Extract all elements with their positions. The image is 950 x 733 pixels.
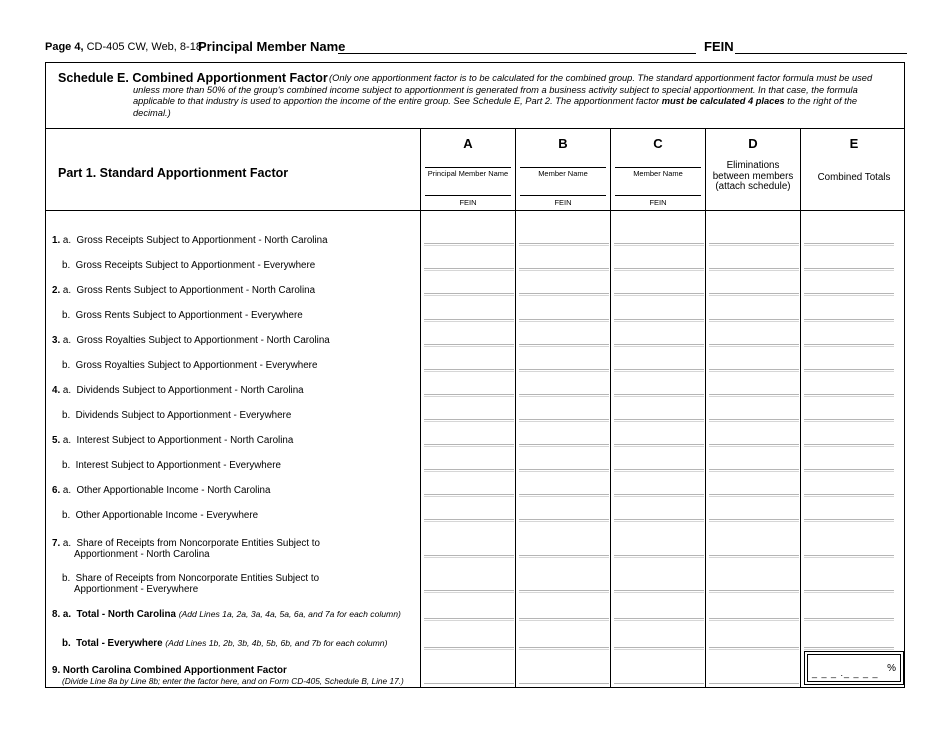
column-e-header: E	[849, 136, 859, 151]
entry-underline	[614, 295, 704, 297]
schedule-note: (Only one apportionment factor is to be calculated for the combined group. The standard apportionment factor formula must be used unless more than 50% of the group's combined income subject to apportionment is generated from a business activity subject to special apportionment. In that case, the formula applicable to that industry is used to apportion the income of the entire group. See Schedule E, Part 2. The apportionment factor must be calculated 4 places to the right of the decimal.)	[133, 73, 873, 118]
entry-underline	[519, 346, 609, 348]
factor-placeholder: _ _ _ ._ _ _ _	[812, 668, 879, 678]
column-c-name: Member Name	[633, 169, 683, 178]
column-c-fein: FEIN	[649, 198, 667, 207]
line-2a: 2. a. Gross Rents Subject to Apportionment - North Carolina	[52, 285, 316, 296]
entry-underline	[614, 557, 704, 559]
page-number: Page 4, CD-405 CW, Web, 8-18	[45, 41, 202, 53]
entry-underline	[519, 371, 609, 373]
entry-underline	[804, 396, 894, 398]
entry-field[interactable]	[519, 683, 609, 685]
entry-underline	[709, 471, 799, 473]
page-header	[45, 40, 910, 56]
principal-member-label: Principal Member Name	[198, 39, 346, 54]
row-7b: b. Share of Receipts from Noncorporate Entities Subject to Apportionment - Everywhere	[62, 573, 320, 595]
entry-underline	[709, 649, 799, 651]
entry-underline	[519, 421, 609, 423]
entry-underline	[519, 245, 609, 247]
entry-underline	[804, 471, 894, 473]
entry-underline	[424, 346, 514, 348]
fein-field[interactable]	[735, 53, 907, 54]
entry-underline	[424, 421, 514, 423]
schedule-title: Schedule E. Combined Apportionment Factor	[58, 71, 328, 85]
line-6a: 6. a. Other Apportionable Income - North Carolina	[52, 485, 271, 496]
entry-underline	[519, 521, 609, 523]
column-divider	[515, 129, 516, 687]
entry-underline	[804, 371, 894, 373]
principal-member-name-field[interactable]	[338, 53, 696, 54]
entry-underline	[709, 396, 799, 398]
entry-underline	[804, 321, 894, 323]
entry-underline	[614, 396, 704, 398]
column-a-fein: FEIN	[459, 198, 477, 207]
column-d-label: Eliminations between members (attach schedule)	[712, 160, 794, 192]
entry-underline	[519, 557, 609, 559]
schedule-e-box	[45, 62, 905, 688]
entry-underline	[709, 245, 799, 247]
entry-underline	[709, 321, 799, 323]
entry-underline	[424, 371, 514, 373]
line-1a: 1. a. Gross Receipts Subject to Apportionment - North Carolina	[52, 235, 328, 246]
line-2b: b. Gross Rents Subject to Apportionment - Everywhere	[62, 310, 303, 321]
line-5a: 5. a. Interest Subject to Apportionment - North Carolina	[52, 435, 294, 446]
row-9-label: 9. North Carolina Combined Apportionment Factor	[52, 665, 287, 676]
entry-underline	[804, 295, 894, 297]
entry-underline	[519, 496, 609, 498]
row-9-note: (Divide Line 8a by Line 8b; enter the factor here, and on Form CD-405, Schedule B, Line 17.)	[62, 676, 404, 686]
entry-field[interactable]	[709, 683, 799, 685]
line-4a: 4. a. Dividends Subject to Apportionment - North Carolina	[52, 385, 304, 396]
entry-underline	[804, 270, 894, 272]
row-7a: 7. a. Share of Receipts from Noncorporate Entities Subject to Apportionment - North Carolina	[52, 538, 320, 560]
entry-underline	[519, 446, 609, 448]
line-1b: b. Gross Receipts Subject to Apportionment - Everywhere	[62, 260, 316, 271]
column-a-name: Principal Member Name	[427, 169, 509, 178]
entry-underline	[804, 557, 894, 559]
entry-underline	[519, 592, 609, 594]
header-separator	[46, 210, 904, 211]
entry-underline	[804, 496, 894, 498]
column-divider	[800, 129, 801, 687]
column-divider	[610, 129, 611, 687]
entry-underline	[709, 592, 799, 594]
entry-underline	[424, 245, 514, 247]
entry-underline	[424, 471, 514, 473]
entry-field[interactable]	[614, 683, 704, 685]
percent-sign: %	[887, 663, 896, 674]
entry-underline	[424, 321, 514, 323]
entry-underline	[424, 270, 514, 272]
apportionment-factor-box[interactable]	[804, 651, 904, 685]
entry-underline	[519, 471, 609, 473]
entry-underline	[709, 446, 799, 448]
entry-underline	[709, 295, 799, 297]
entry-underline	[804, 592, 894, 594]
entry-underline	[424, 396, 514, 398]
entry-underline	[614, 245, 704, 247]
entry-underline	[614, 496, 704, 498]
entry-underline	[424, 649, 514, 651]
entry-underline	[424, 521, 514, 523]
entry-underline	[614, 446, 704, 448]
fein-label: FEIN	[704, 39, 734, 54]
row-8a: 8. a. Total - North Carolina (Add Lines 1a, 2a, 3a, 4a, 5a, 6a, and 7a for each column)	[52, 609, 401, 620]
entry-underline	[614, 471, 704, 473]
column-e-label: Combined Totals	[817, 172, 891, 183]
entry-underline	[709, 496, 799, 498]
column-c-header: C	[653, 136, 663, 151]
entry-underline	[804, 521, 894, 523]
column-b-header: B	[558, 136, 568, 151]
entry-underline	[804, 421, 894, 423]
entry-underline	[519, 321, 609, 323]
line-4b: b. Dividends Subject to Apportionment - Everywhere	[62, 410, 292, 421]
entry-underline	[424, 592, 514, 594]
part1-title: Part 1. Standard Apportionment Factor	[58, 166, 289, 180]
column-divider	[420, 129, 421, 687]
entry-underline	[519, 620, 609, 622]
schedule-intro	[46, 63, 904, 129]
entry-underline	[804, 620, 894, 622]
entry-underline	[614, 620, 704, 622]
entry-underline	[614, 592, 704, 594]
entry-underline	[709, 371, 799, 373]
entry-underline	[614, 521, 704, 523]
entry-underline	[519, 270, 609, 272]
entry-underline	[424, 496, 514, 498]
line-5b: b. Interest Subject to Apportionment - Everywhere	[62, 460, 281, 471]
line-6b: b. Other Apportionable Income - Everywhere	[62, 510, 259, 521]
entry-underline	[804, 245, 894, 247]
entry-underline	[709, 557, 799, 559]
entry-underline	[519, 295, 609, 297]
entry-underline	[614, 270, 704, 272]
line-3a: 3. a. Gross Royalties Subject to Apportionment - North Carolina	[52, 335, 330, 346]
entry-underline	[614, 649, 704, 651]
entry-underline	[614, 371, 704, 373]
entry-underline	[424, 557, 514, 559]
column-d-header: D	[748, 136, 758, 151]
column-divider	[705, 129, 706, 687]
entry-underline	[709, 346, 799, 348]
row-8b: b. Total - Everywhere (Add Lines 1b, 2b, 3b, 4b, 5b, 6b, and 7b for each column)	[62, 638, 388, 649]
entry-underline	[709, 620, 799, 622]
entry-underline	[424, 446, 514, 448]
entry-field[interactable]	[424, 683, 514, 685]
column-b-fein: FEIN	[554, 198, 572, 207]
entry-underline	[804, 446, 894, 448]
entry-underline	[424, 620, 514, 622]
line-3b: b. Gross Royalties Subject to Apportionment - Everywhere	[62, 360, 318, 371]
entry-underline	[519, 649, 609, 651]
entry-underline	[614, 421, 704, 423]
entry-underline	[424, 295, 514, 297]
entry-underline	[804, 346, 894, 348]
entry-underline	[614, 346, 704, 348]
entry-underline	[519, 396, 609, 398]
column-a-header: A	[463, 136, 473, 151]
entry-underline	[709, 421, 799, 423]
entry-underline	[709, 270, 799, 272]
entry-underline	[614, 321, 704, 323]
column-b-name: Member Name	[538, 169, 588, 178]
entry-underline	[709, 521, 799, 523]
